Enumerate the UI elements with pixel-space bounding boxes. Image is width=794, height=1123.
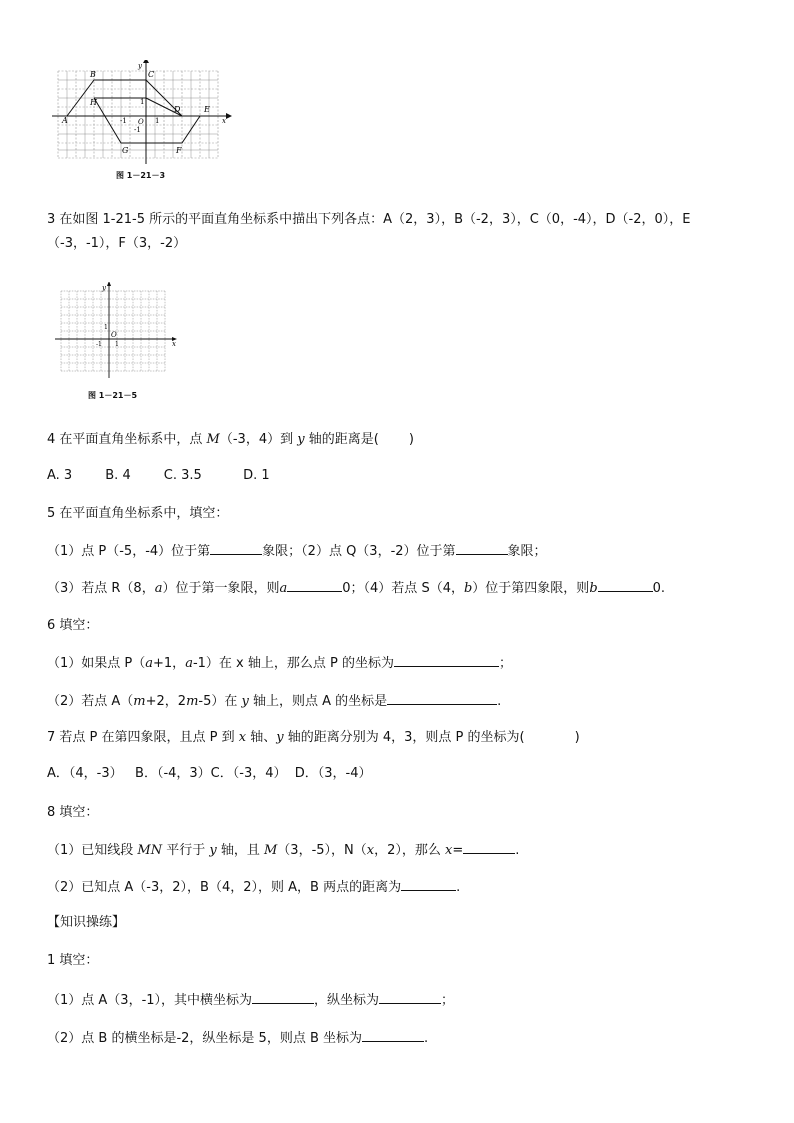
point-label-B: B — [90, 70, 96, 79]
answer-blank[interactable] — [252, 990, 314, 1004]
point-label-A: A — [62, 116, 68, 125]
figure-2-caption: 图 1－21－5 — [88, 391, 138, 400]
q5-title: 5 在平面直角坐标系中，填空： — [47, 506, 229, 521]
answer-blank[interactable] — [394, 653, 499, 667]
origin-label: O — [138, 118, 144, 126]
axis-arrow-y — [107, 282, 111, 286]
tick-label-neg1: -1 — [120, 117, 127, 125]
answer-blank[interactable] — [287, 578, 342, 592]
axis-label-y: y — [102, 284, 106, 292]
q8-line-2: （2）已知点 A（-3，2），B（4，2），则 A，B 两点的距离为 . — [47, 877, 460, 897]
q7-stem: 7 若点 P 在第四象限，且点 P 到 x 轴、y 轴的距离分别为 4，3，则点 P 的坐标为( ) — [47, 730, 580, 745]
point-label-C: C — [148, 70, 155, 79]
answer-blank[interactable] — [362, 1028, 424, 1042]
tick-label-neg1: -1 — [96, 341, 102, 348]
axis-label-x: x — [172, 340, 176, 348]
figure-1-caption: 图 1－21－3 — [116, 171, 166, 180]
q6-title: 6 填空： — [47, 618, 99, 633]
figure-1-21-5 — [52, 282, 182, 386]
tick-label-y-1: 1 — [104, 324, 108, 331]
q5-line-1: （1）点 P（-5，-4）位于第 象限；（2）点 Q（3，-2）位于第 象限； — [47, 541, 547, 561]
q4-options: A. 3 B. 4 C. 3.5 D. 1 — [47, 468, 270, 483]
q6-line-2: （2）若点 A（m+2，2m-5）在 y 轴上，则点 A 的坐标是 . — [47, 691, 501, 711]
point-label-E: E — [204, 105, 210, 114]
axis-label-y: y — [138, 62, 142, 70]
q7-options: A．（4，-3） B．（-4，3）C．（-3，4） D．（3，-4） — [47, 766, 372, 781]
tick-label-1: 1 — [115, 341, 119, 348]
answer-blank[interactable] — [379, 990, 441, 1004]
axis-label-x: x — [222, 117, 226, 125]
q8-title: 8 填空： — [47, 805, 99, 820]
practice-q1-line-1: （1）点 A（3，-1），其中横坐标为 ，纵坐标为 ； — [47, 990, 454, 1010]
tick-label-y-neg1: -1 — [134, 126, 141, 134]
section-heading: 【知识操练】 — [47, 915, 126, 930]
grid — [58, 71, 218, 158]
answer-blank[interactable] — [210, 541, 262, 555]
q5-line-2: （3）若点 R（8，a）位于第一象限，则a 0；（4）若点 S（4，b）位于第四象限，则b 0. — [47, 578, 665, 598]
answer-blank[interactable] — [463, 840, 515, 854]
point-label-D: D — [174, 105, 181, 114]
answer-blank[interactable] — [401, 877, 456, 891]
practice-q1-line-2: （2）点 B 的横坐标是-2，纵坐标是 5，则点 B 坐标为 . — [47, 1028, 428, 1048]
q8-line-1: （1）已知线段 MN 平行于 y 轴，且 M（3，-5），N（x，2），那么 x= . — [47, 840, 519, 860]
practice-q1-title: 1 填空： — [47, 953, 99, 968]
axis-arrow-y — [143, 60, 149, 63]
q3-line-1: 3 在如图 1-21-5 所示的平面直角坐标系中描出下列各点：A（2，3），B（-2，3），C（0，-4），D（-2，0），E — [47, 212, 691, 227]
tick-label-1: 1 — [155, 117, 160, 125]
answer-blank[interactable] — [387, 691, 497, 705]
q3-line-2: （-3，-1），F（3，-2） — [47, 236, 187, 251]
answer-blank[interactable] — [598, 578, 653, 592]
q4-stem: 4 在平面直角坐标系中，点 M（-3，4）到 y 轴的距离是( ) — [47, 432, 414, 447]
figure-1-21-3 — [50, 60, 240, 170]
origin-label: O — [111, 331, 117, 339]
axis-arrow-x — [226, 113, 232, 119]
point-label-H: H — [90, 98, 97, 107]
answer-blank[interactable] — [456, 541, 508, 555]
q6-line-1: （1）如果点 P（a+1，a-1）在 x 轴上，那么点 P 的坐标为 ； — [47, 653, 512, 673]
point-label-G: G — [122, 146, 129, 155]
tick-label-y-1: 1 — [140, 98, 145, 106]
point-label-F: F — [176, 146, 182, 155]
